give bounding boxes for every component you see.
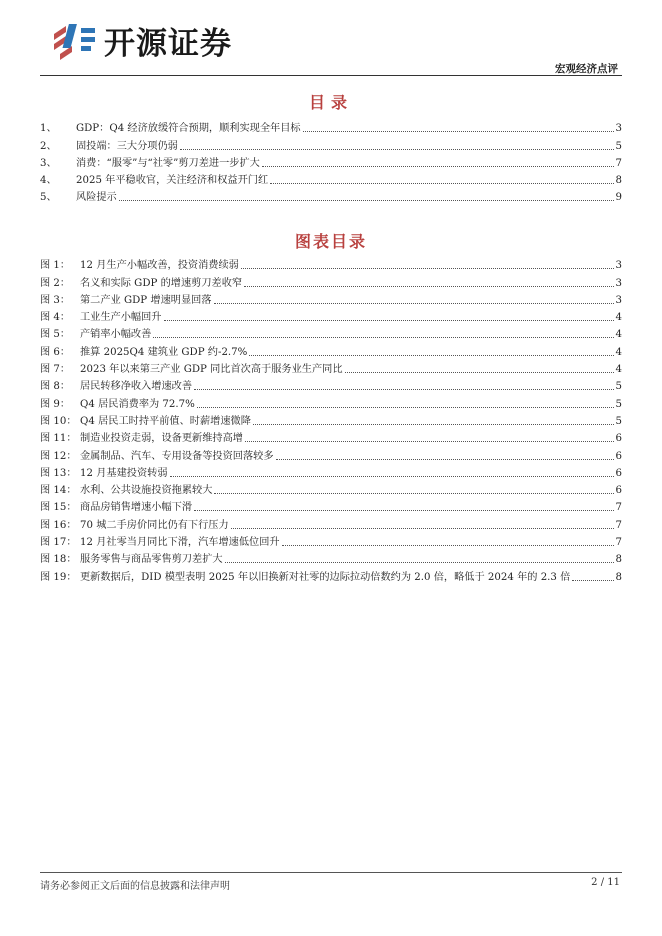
figure-entry[interactable]	[40, 307, 622, 324]
entry-title: 风险提示	[76, 192, 117, 204]
dot-leader	[345, 371, 614, 373]
entry-page: 3	[615, 260, 622, 272]
entry-page: 3	[615, 294, 622, 306]
dot-leader	[249, 354, 613, 356]
entry-page: 8	[615, 554, 622, 566]
entry-page: 4	[615, 346, 622, 358]
figure-entry[interactable]	[40, 445, 622, 462]
entry-page: 5	[615, 398, 622, 410]
dot-leader	[164, 319, 614, 321]
dot-leader	[214, 302, 614, 304]
entry-title: 更新数据后，DID 模型表明 2025 年以旧换新对社零的边际拉动倍数约为 2.0 倍，略低于 2024 年的 2.3 倍	[80, 571, 571, 583]
entry-title: 消费：“服零”与“社零”剪刀差进一步扩大	[76, 157, 260, 169]
figure-entry[interactable]	[40, 255, 622, 272]
toc-entry[interactable]	[40, 118, 622, 135]
entry-page: 5	[615, 140, 622, 152]
entry-title: 12 月基建投资转弱	[80, 467, 168, 479]
dot-leader	[276, 458, 614, 460]
dot-leader	[282, 544, 614, 546]
figure-list-title: 图表目录	[294, 232, 367, 251]
entry-title: GDP：Q4 经济放缓符合预期，顺利实现全年目标	[76, 123, 301, 135]
entry-title: 70 城二手房价同比仍有下行压力	[80, 519, 229, 531]
toc-entry[interactable]	[40, 170, 622, 187]
entry-page: 8	[615, 571, 622, 583]
figure-entry[interactable]	[40, 359, 622, 376]
entry-title: 服务零售与商品零售剪刀差扩大	[80, 554, 223, 566]
figure-list	[40, 255, 622, 584]
entry-number: 图 1：	[40, 260, 71, 272]
dot-leader	[170, 475, 614, 477]
entry-page: 7	[615, 157, 622, 169]
toc-list	[40, 118, 622, 204]
entry-title: 水利、公共设施投资拖累较大	[80, 485, 213, 497]
entry-number: 图 7：	[40, 364, 71, 376]
entry-title: 12 月生产小幅改善，投资消费续弱	[80, 260, 239, 272]
entry-number: 图 3：	[40, 294, 71, 306]
entry-page: 5	[615, 415, 622, 427]
company-logo-icon	[50, 20, 100, 60]
entry-page: 3	[615, 123, 622, 135]
entry-title: 工业生产小幅回升	[80, 312, 162, 324]
entry-title: 居民转移净收入增速改善	[80, 381, 193, 393]
dot-leader	[153, 336, 613, 338]
report-type-label: 宏观经济点评	[555, 63, 618, 75]
figure-entry[interactable]	[40, 463, 622, 480]
figure-entry[interactable]	[40, 290, 622, 307]
toc-entry[interactable]	[40, 153, 622, 170]
entry-title: Q4 居民消费率为 72.7%	[80, 398, 195, 410]
toc-entry[interactable]	[40, 135, 622, 152]
entry-title: 商品房销售增速小幅下滑	[80, 502, 193, 514]
footer-divider	[40, 872, 622, 873]
entry-number: 图 5：	[40, 329, 71, 341]
entry-number: 图 6：	[40, 346, 71, 358]
dot-leader	[214, 492, 613, 494]
dot-leader	[270, 182, 613, 184]
figure-entry[interactable]	[40, 393, 622, 410]
figure-entry[interactable]	[40, 480, 622, 497]
dot-leader	[225, 561, 614, 563]
entry-page: 7	[615, 537, 622, 549]
entry-title: 产销率小幅改善	[80, 329, 152, 341]
toc-title: 目录	[308, 93, 353, 112]
entry-number: 图 13：	[40, 467, 77, 479]
figure-entry[interactable]	[40, 324, 622, 341]
entry-number: 5、	[40, 192, 57, 204]
entry-number: 图 8：	[40, 381, 71, 393]
entry-number: 图 10：	[40, 415, 77, 427]
figure-entry[interactable]	[40, 566, 622, 583]
entry-number: 图 14：	[40, 485, 77, 497]
figure-entry[interactable]	[40, 341, 622, 358]
entry-page: 4	[615, 364, 622, 376]
dot-leader	[244, 285, 613, 287]
dot-leader	[180, 148, 614, 150]
entry-number: 3、	[40, 157, 57, 169]
entry-page: 7	[615, 519, 622, 531]
dot-leader	[194, 509, 613, 511]
entry-number: 图 2：	[40, 277, 71, 289]
entry-number: 4、	[40, 175, 57, 187]
dot-leader	[231, 527, 614, 529]
toc-entry[interactable]	[40, 187, 622, 204]
dot-leader	[572, 579, 613, 581]
entry-page: 4	[615, 312, 622, 324]
entry-number: 图 19：	[40, 571, 77, 583]
figure-entry[interactable]	[40, 428, 622, 445]
dot-leader	[119, 199, 614, 201]
figure-entry[interactable]	[40, 376, 622, 393]
entry-page: 6	[615, 467, 622, 479]
entry-title: 固投端：三大分项仍弱	[76, 140, 178, 152]
entry-title: 2025 年平稳收官，关注经济和权益开门红	[76, 175, 269, 187]
entry-number: 图 15：	[40, 502, 77, 514]
entry-page: 6	[615, 485, 622, 497]
entry-number: 图 17：	[40, 537, 77, 549]
entry-page: 7	[615, 502, 622, 514]
company-name: 开源证券	[104, 26, 232, 62]
page-number: 2 / 11	[591, 877, 620, 888]
entry-page: 8	[615, 175, 622, 187]
header-divider	[40, 75, 622, 76]
entry-number: 图 9：	[40, 398, 71, 410]
dot-leader	[303, 130, 614, 132]
figure-entry[interactable]	[40, 549, 622, 566]
entry-title: 金属制品、汽车、专用设备等投资回落较多	[80, 450, 274, 462]
dot-leader	[253, 423, 614, 425]
entry-page: 3	[615, 277, 622, 289]
entry-number: 1、	[40, 123, 57, 135]
dot-leader	[241, 267, 614, 269]
entry-page: 6	[615, 433, 622, 445]
dot-leader	[245, 440, 614, 442]
entry-number: 图 4：	[40, 312, 71, 324]
figure-entry[interactable]	[40, 411, 622, 428]
entry-title: 2023 年以来第三产业 GDP 同比首次高于服务业生产同比	[80, 364, 343, 376]
figure-entry[interactable]	[40, 497, 622, 514]
entry-number: 图 16：	[40, 519, 77, 531]
entry-page: 5	[615, 381, 622, 393]
dot-leader	[262, 165, 614, 167]
entry-number: 2、	[40, 140, 57, 152]
dot-leader	[194, 388, 613, 390]
figure-entry[interactable]	[40, 532, 622, 549]
figure-entry[interactable]	[40, 272, 622, 289]
entry-number: 图 12：	[40, 450, 77, 462]
entry-title: 12 月社零当月同比下滑，汽车增速低位回升	[80, 537, 280, 549]
dot-leader	[197, 406, 614, 408]
entry-title: Q4 居民工时持平前值、时薪增速微降	[80, 415, 251, 427]
entry-number: 图 11：	[40, 433, 77, 445]
entry-title: 名义和实际 GDP 的增速剪刀差收窄	[80, 277, 243, 289]
entry-title: 推算 2025Q4 建筑业 GDP 约-2.7%	[80, 346, 248, 358]
entry-title: 制造业投资走弱，设备更新维持高增	[80, 433, 243, 445]
disclaimer-note: 请务必参阅正文后面的信息披露和法律声明	[40, 881, 230, 892]
page-header	[0, 0, 662, 80]
entry-page: 9	[615, 192, 622, 204]
entry-title: 第二产业 GDP 增速明显回落	[80, 294, 212, 306]
entry-number: 图 18：	[40, 554, 77, 566]
figure-entry[interactable]	[40, 514, 622, 531]
entry-page: 6	[615, 450, 622, 462]
entry-page: 4	[615, 329, 622, 341]
